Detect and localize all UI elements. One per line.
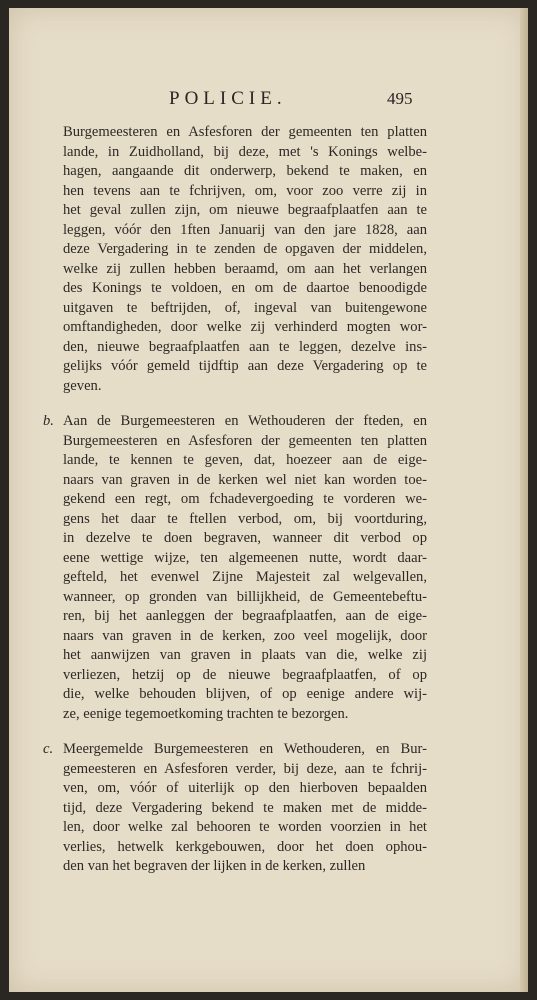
body-text xyxy=(43,123,427,877)
text-line: naars van graven in de kerken, zoo veel mogelijk, door xyxy=(63,627,427,644)
text-line: het geval zullen zijn, om nieuwe begraafplaatfen aan te xyxy=(63,202,427,218)
text-line: gemeesteren en Asfesforen verder, bij deze, aan te fchrij- xyxy=(63,760,427,777)
text-line: naars van graven in de kerken wel niet kan worden toe- xyxy=(63,471,427,488)
text-line: len, door welke zal behooren te worden voorzien in het xyxy=(63,819,427,835)
text-line: gens het daar te ftellen verbod, om, bij voortduring, xyxy=(63,510,427,527)
paragraph-marker: c. xyxy=(43,741,54,757)
text-line: gekend een regt, om fchadevergoeding te vorderen we- xyxy=(63,491,427,507)
text-line: die, welke behouden blijven, of op eenige andere wij- xyxy=(63,686,427,702)
text-line: ven, om, vóór of uiterlijk op den hierboven bepaalden xyxy=(63,780,427,796)
text-line: omftandigheden, door welke zij verhinderd mogten wor- xyxy=(63,319,427,335)
text-line: den van het begraven der lijken in de kerken, zullen xyxy=(63,858,366,874)
text-line: Burgemeesteren en Asfesforen der gemeenten ten platten xyxy=(63,124,427,140)
text-line: hen tevens aan te fchrijven, om, voor zoo verre zij in xyxy=(63,182,427,199)
text-line: in dezelve te doen begraven, wanneer dit verbod op xyxy=(63,530,427,546)
text-line: verlies, hetwelk kerkgebouwen, door het doen ophou- xyxy=(63,838,427,855)
text-line: eene wettige wijze, ten algemeenen nutte, wordt daar- xyxy=(63,549,427,566)
paragraph xyxy=(43,740,427,877)
page-number: 495 xyxy=(387,89,413,108)
text-line: tijd, deze Vergadering bekend te maken met de midde- xyxy=(63,799,427,816)
page-edge xyxy=(520,8,528,992)
text-line: des Konings te voldoen, en om de daartoe benoodigde xyxy=(63,280,427,296)
text-line: wanneer, op gronden van billijkheid, de Gemeentebeftu- xyxy=(63,588,427,605)
text-line: leggen, vóór den 1ften Januarij van den jare 1828, aan xyxy=(63,221,427,238)
text-line: geven. xyxy=(63,377,102,394)
paragraph xyxy=(63,123,427,396)
text-line: lande, te kennen te geven, dat, hoezeer aan de eige- xyxy=(63,452,427,468)
text-line: deze Vergadering in te zenden de opgaven der middelen, xyxy=(63,241,427,257)
text-line: den, nieuwe begraafplaatfen aan te leggen, dezelve ins- xyxy=(63,338,427,355)
text-line: Aan de Burgemeesteren en Wethouderen der fteden, en xyxy=(63,413,427,429)
text-line: Burgemeesteren en Asfesforen der gemeenten ten platten xyxy=(63,432,427,449)
text-line: verliezen, hetzij op de nieuwe begraafplaatfen, of op xyxy=(63,666,427,683)
paragraph xyxy=(43,412,427,724)
text-line: Meergemelde Burgemeesteren en Wethouderen, en Bur- xyxy=(63,741,427,757)
text-line: welke zij zullen hebben beraamd, om aan het verlangen xyxy=(63,260,427,277)
paragraph-marker: b. xyxy=(43,413,54,429)
book-page xyxy=(9,8,528,992)
text-line: gelijks vóór gemeld tijdftip aan deze Vergadering op te xyxy=(63,358,427,374)
text-line: ze, eenige tegemoetkoming trachten te bezorgen. xyxy=(63,705,349,722)
text-line: het aanwijzen van graven in plaats van die, welke zij xyxy=(63,647,427,663)
text-line: lande, in Zuidholland, bij deze, met 's Konings welbe- xyxy=(63,143,427,160)
running-header xyxy=(9,88,528,118)
text-line: gefteld, het evenwel Zijne Majesteit zal welgevallen, xyxy=(63,569,427,585)
text-line: ren, bij het aanleggen der begraafplaatfen, aan de eige- xyxy=(63,608,427,624)
running-title: POLICIE. xyxy=(169,88,287,109)
text-line: uitgaven te beftrijden, of, ingeval van buitengewone xyxy=(63,299,427,316)
text-line: hagen, aangaande dit onderwerp, bekend te maken, en xyxy=(63,163,427,179)
